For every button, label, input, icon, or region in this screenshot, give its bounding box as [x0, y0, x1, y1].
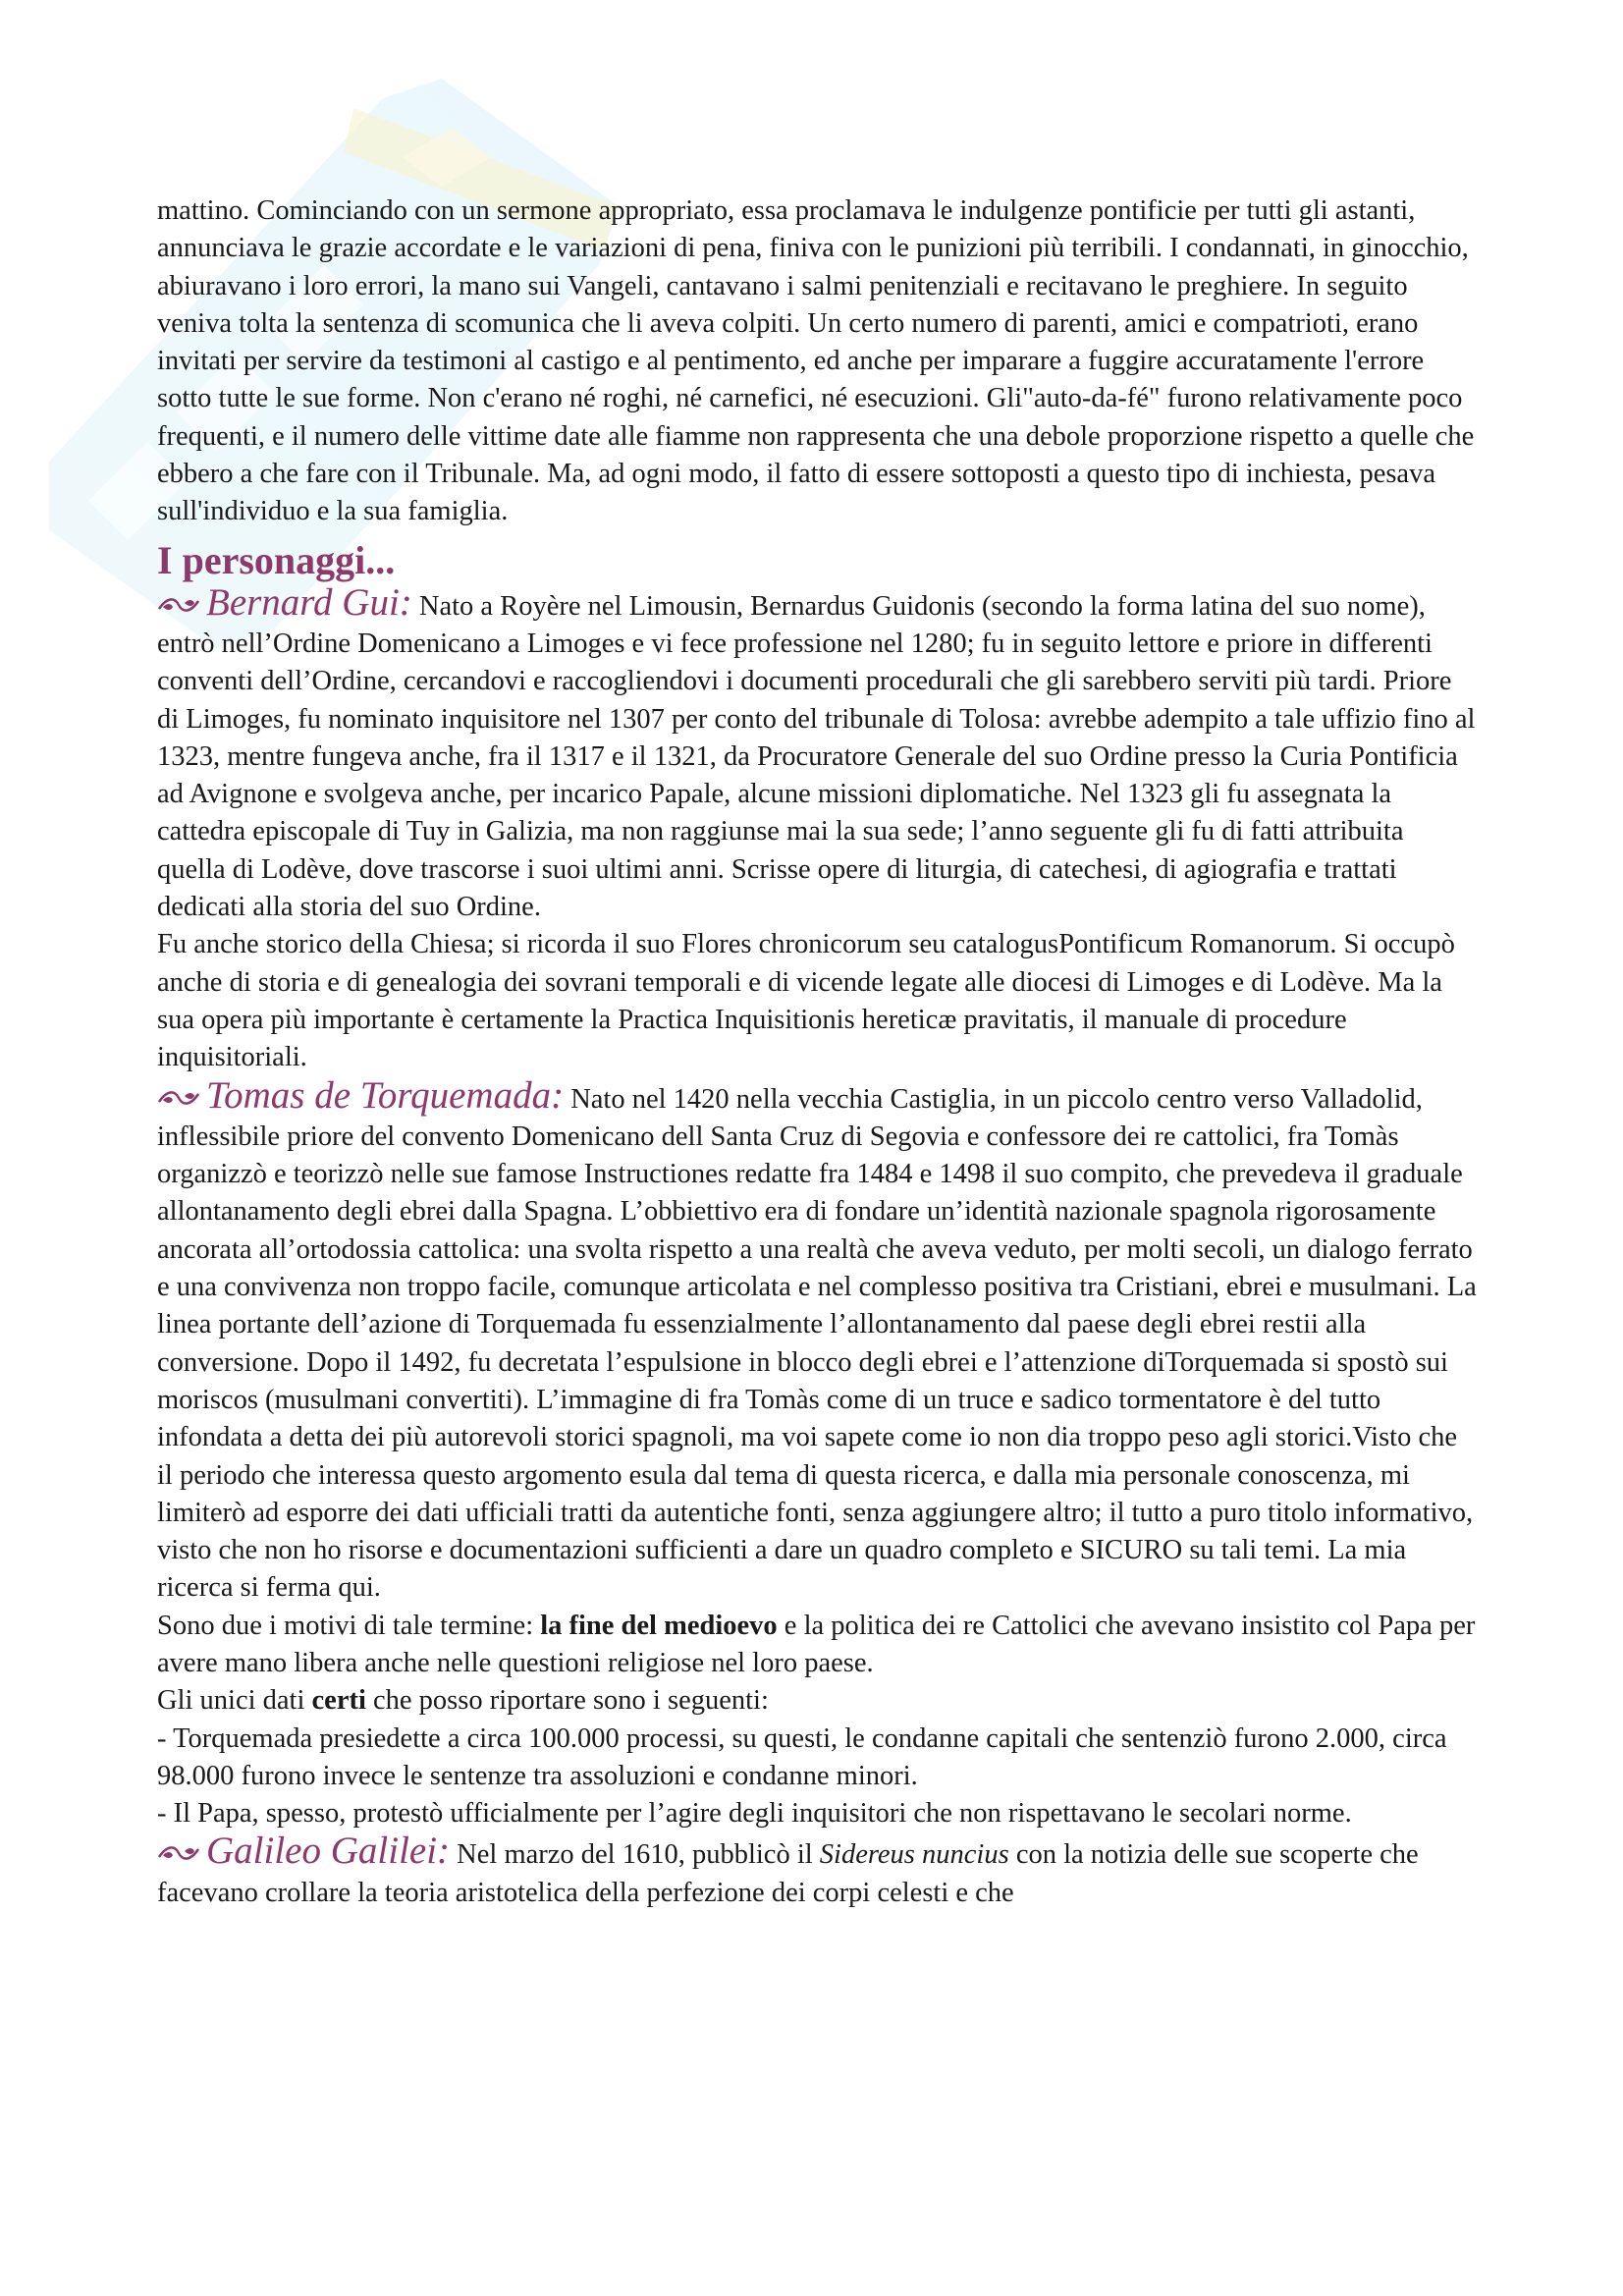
- entry-text-torquemada: Nato nel 1420 nella vecchia Castiglia, in un piccolo centro verso Valladolid, inflessibile priore del convento Domenicano dell Santa Cruz di Segovia e confessore dei re cattolici, fra Tomàs organizzò e teorizzò nelle sue famose Instructiones redatte fra 1484 e 1498 il suo compito, che prevedeva il graduale allontanamento degli ebrei dalla Spagna. L’obbiettivo era di fondare un’identità nazionale spagnola rigorosamente ancorata all’ortodossia cattolica: una svolta rispetto a una realtà che aveva veduto, per molti secoli, un dialogo ferrato e una convivenza non troppo facile, comunque articolata e nel complesso positiva tra Cristiani, ebrei e musulmani. La linea portante dell’azione di Torquemada fu essenzialmente l’allontanamento dal paese degli ebrei restii alla conversione. Dopo il 1492, fu decretata l’espulsione in blocco degli ebrei e l’attenzione diTorquemada si spostò sui moriscos (musulmani convertiti). L’immagine di fra Tomàs come di un truce e sadico tormentatore è del tutto infondata a detta dei più autorevoli storici spagnoli, ma voi sapete come io non dia troppo peso agli storici.Visto che il periodo che interessa questo argomento esula dal tema di questa ricerca, e dalla mia personale conoscenza, mi limiterò ad esporre dei dati ufficiali tratti da autentiche fonti, senza aggiungere altro; il tutto a puro titolo informativo, visto che non ho risorse e documentazioni sufficienti a dare un quadro completo e SICURO su tali temi. La mia ricerca si ferma qui.: [157, 1083, 1477, 1604]
- entry-text-gui: Nato a Royère nel Limousin, Bernardus Guidonis (secondo la forma latina del suo nome), entrò nell’Ordine Domenicano a Limoges e vi fece professione nel 1280; fu in seguito lettore e priore in differenti conventi dell’Ordine, cercandovi e raccogliendovi i documenti procedurali che gli sarebbero serviti più tardi. Priore di Limoges, fu nominato inquisitore nel 1307 per conto del tribunale di Tolosa: avrebbe adempito a tale uffizio fino al 1323, mentre fungeva anche, fra il 1317 e il 1321, da Procuratore Generale del suo Ordine presso la Curia Pontificia ad Avignone e svolgeva anche, per incarico Papale, alcune missioni diplomatiche. Nel 1323 gli fu assegnata la cattedra episcopale di Tuy in Galizia, ma non raggiunse mai la sua sede; l’anno seguente gli fu di fatti attribuita quella di Lodève, dove trascorse i suoi ultimi anni. Scrisse opere di liturgia, di catechesi, di agiografia e trattati dedicati alla storia del suo Ordine.: [157, 590, 1476, 923]
- entry-text-galilei-pre: Nel marzo del 1610, pubblicò il: [450, 1839, 820, 1871]
- fleuron-icon: [157, 1086, 200, 1108]
- section-title: I personaggi...: [157, 537, 396, 582]
- dati-text-pre: Gli unici dati: [157, 1685, 312, 1717]
- entry-galilei: [157, 1832, 1478, 1912]
- entry-torquemada: [157, 1073, 1478, 1608]
- fleuron-icon: [157, 593, 200, 615]
- entry-bernard-gui: [157, 580, 1478, 927]
- motivi-bold: la fine del medioevo: [540, 1610, 778, 1641]
- entry-text-galilei-title: Sidereus nuncius: [819, 1839, 1009, 1871]
- paragraph-auto-da-fe: mattino. Cominciando con un sermone appropriato, essa proclamava le indulgenze pontificie per tutti gli astanti, annunciava le grazie accordate e le variazioni di pena, finiva con le punizioni più terribili. I condannati, in ginocchio, abiuravano i loro errori, la mano sui Vangeli, cantavano i salmi penitenziali e recitavano le preghiere. In seguito veniva tolta la sentenza di scomunica che li aveva colpiti. Un certo numero di parenti, amici e compatrioti, erano invitati per servire da testimoni al castigo e al pentimento, ed anche per imparare a fuggire accuratamente l'errore sotto tutte le sue forme. Non c'erano né roghi, né carnefici, né esecuzioni. Gli"auto-da-fé" furono relativamente poco frequenti, e il numero delle vittime date alle fiamme non rappresenta che una debole proporzione rispetto a quelle che ebbero a che fare con il Tribunale. Ma, ad ogni modo, il fatto di essere sottoposti a questo tipo di inchiesta, pesava sull'individuo e la sua famiglia.: [157, 195, 1475, 527]
- entry-text-galilei-post: con la notizia delle sue scoperte che facevano crollare la teoria aristotelica della perfezione dei corpi celesti e che: [157, 1839, 1419, 1908]
- entry-name-torquemada: Tomas de Torquemada:: [206, 1073, 565, 1117]
- list-item-papa: - Il Papa, spesso, protestò ufficialmente per l’agire degli inquisitori che non rispettavano le secolari norme.: [157, 1798, 1352, 1830]
- paragraph-dati: [157, 1682, 1478, 1720]
- list-item-processi: - Torquemada presiedette a circa 100.000 processi, su questi, le condanne capitali che sentenziò furono 2.000, circa 98.000 furono invece le sentenze tra assoluzioni e condanne minori.: [157, 1722, 1447, 1791]
- motivi-text-post: e la politica dei re Cattolici che avevano insistito col Papa per avere mano libera anche nelle questioni religiose nel loro paese.: [157, 1610, 1476, 1678]
- paragraph-motivi: [157, 1608, 1478, 1683]
- entry-name-gui: Bernard Gui:: [206, 580, 412, 624]
- dati-bold: certi: [311, 1685, 366, 1717]
- entry-name-galilei: Galileo Galilei:: [206, 1830, 451, 1873]
- paragraph-gui-works: Fu anche storico della Chiesa; si ricorda il suo Flores chronicorum seu catalogusPontificum Romanorum. Si occupò anche di storia e di genealogia dei sovrani temporali e di vicende legate alle diocesi di Limoges e di Lodève. Ma la sua opera più importante è certamente la Practica Inquisitionis hereticæ pravitatis, il manuale di procedure inquisitoriali.: [157, 929, 1455, 1073]
- document-page: [157, 192, 1478, 1912]
- fleuron-icon: [157, 1841, 200, 1863]
- dati-text-post: che posso riportare sono i seguenti:: [365, 1685, 769, 1717]
- motivi-text-pre: Sono due i motivi di tale termine:: [157, 1610, 541, 1641]
